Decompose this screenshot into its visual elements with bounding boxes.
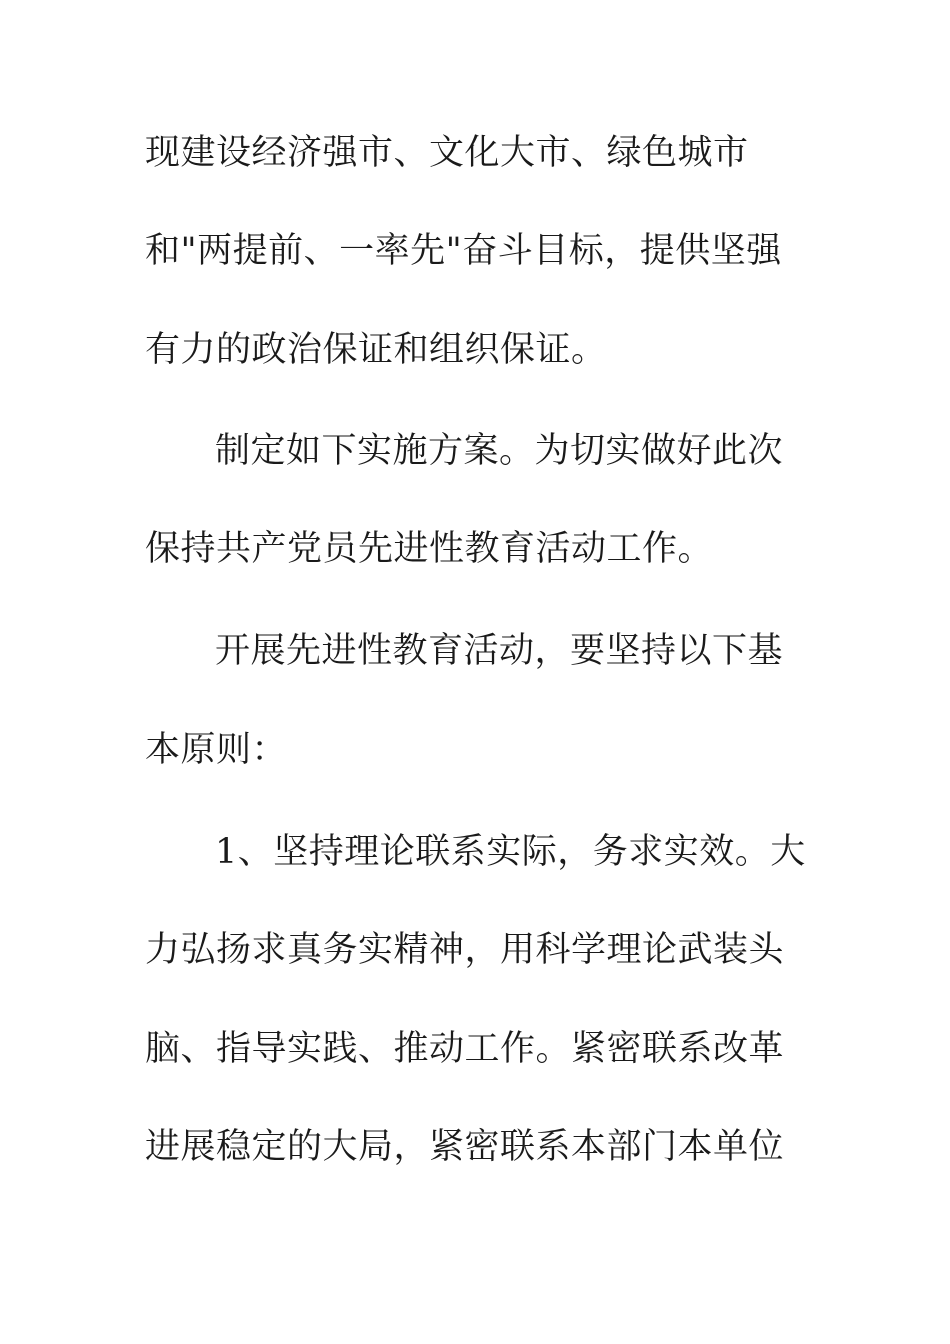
text-line-7: 本原则： [145,730,288,770]
text-line-9: 力弘扬求真务实精神，用科学理论武装头 [145,930,785,970]
text-line-11: 进展稳定的大局，紧密联系本部门本单位 [145,1127,785,1167]
text-line-5: 保持共产党员先进性教育活动工作。 [145,529,714,569]
text-line-10: 脑、指导实践、推动工作。紧密联系改革 [145,1029,785,1069]
text-line-8: 1、坚持理论联系实际，务求实效。大 [215,832,806,872]
text-line-6: 开展先进性教育活动，要坚持以下基 [215,631,784,671]
text-line-1: 现建设经济强市、文化大市、绿色城市 [145,133,749,173]
text-line-3: 有力的政治保证和组织保证。 [145,330,607,370]
text-line-4: 制定如下实施方案。为切实做好此次 [215,431,784,471]
text-line-2: 和"两提前、一率先"奋斗目标，提供坚强 [145,231,782,271]
